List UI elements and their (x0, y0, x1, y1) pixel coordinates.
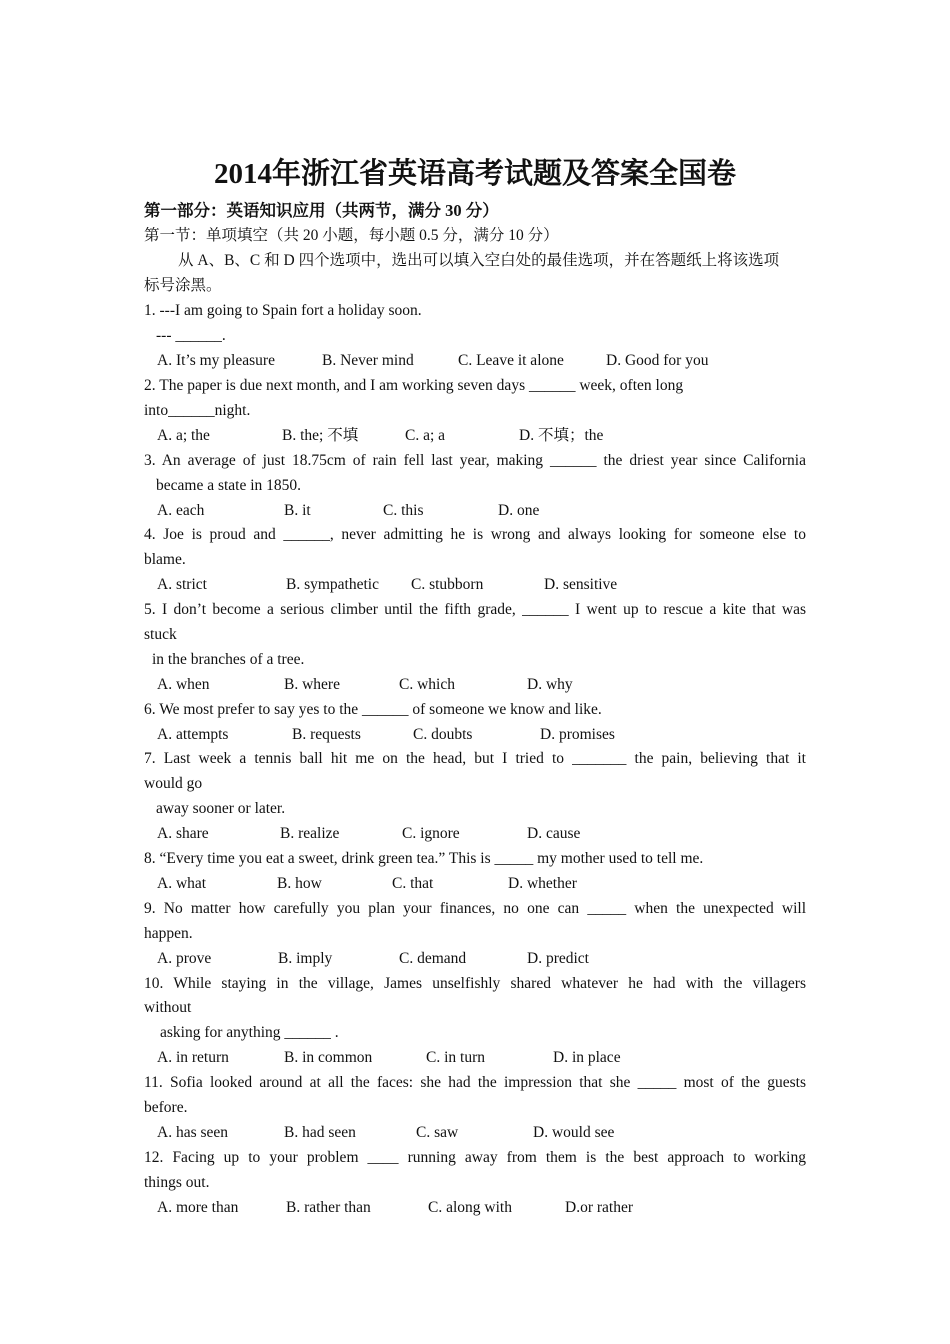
question-3-option-d: D. one (498, 502, 540, 519)
question-5-option-a: A. when (157, 676, 210, 693)
question-9-option-c: C. demand (399, 950, 467, 967)
question-11-stem: 11. Sofia looked around at all the faces: she had the impression that she _____ most of the guests (144, 1074, 806, 1091)
instruction-line-2: 标号涂黑。 (144, 277, 222, 294)
question-5-option-d: D. why (527, 676, 573, 693)
question-8-option-b: B. how (277, 875, 322, 892)
question-12-option-b: B. rather than (286, 1199, 371, 1216)
question-1-stem: 1. ---I am going to Spain fort a holiday soon. (144, 302, 422, 319)
question-5-stem-cont: stuck (144, 626, 177, 643)
question-3-stem: 3. An average of just 18.75cm of rain fell last year, making ______ the driest year since California (144, 452, 806, 469)
question-7-stem: 7. Last week a tennis ball hit me on the head, but I tried to _______ the pain, believing that it (144, 750, 806, 767)
question-10-stem-cont: without (144, 999, 192, 1016)
question-8-option-a: A. what (157, 875, 207, 892)
question-4-stem: 4. Joe is proud and ______, never admitting he is wrong and always looking for someone else to (144, 526, 806, 543)
question-6-option-b: B. requests (292, 726, 361, 743)
question-4-option-d: D. sensitive (544, 576, 618, 593)
question-2-option-a: A. a; the (157, 427, 210, 444)
question-2-stem: 2. The paper is due next month, and I am working seven days ______ week, often long (144, 377, 684, 394)
question-7-stem-cont: would go (144, 775, 203, 792)
question-2-option-d: D. 不填；the (519, 427, 604, 444)
question-4-option-a: A. strict (157, 576, 207, 593)
document-title: 2014年浙江省英语高考试题及答案全国卷 (213, 158, 736, 190)
question-1-stem-cont: --- ______. (156, 327, 226, 344)
question-10-option-b: B. in common (284, 1049, 373, 1066)
question-9-option-a: A. prove (157, 950, 212, 967)
section-heading: 第一节：单项填空（共 20 小题，每小题 0.5 分，满分 10 分） (144, 227, 559, 244)
question-3-option-c: C. this (383, 502, 424, 519)
question-5-stem: 5. I don’t become a serious climber until the fifth grade, ______ I went up to rescue a kite that was (144, 601, 806, 618)
question-9-stem-cont: happen. (144, 925, 193, 942)
question-10-stem-cont-2: asking for anything ______ . (160, 1024, 339, 1041)
question-8-stem: 8. “Every time you eat a sweet, drink green tea.” This is _____ my mother used to tell me. (144, 850, 704, 867)
question-8-option-d: D. whether (508, 875, 577, 892)
question-3-stem-cont: became a state in 1850. (156, 477, 302, 494)
question-7-option-b: B. realize (280, 825, 340, 842)
question-9-option-d: D. predict (527, 950, 589, 967)
question-1-option-b: B. Never mind (322, 352, 414, 369)
question-5-option-c: C. which (399, 676, 455, 693)
question-10-option-a: A. in return (157, 1049, 229, 1066)
question-6-option-a: A. attempts (157, 726, 229, 743)
question-9-option-b: B. imply (278, 950, 333, 967)
question-8-option-c: C. that (392, 875, 434, 892)
question-12-stem-cont: things out. (144, 1174, 210, 1191)
question-7-option-c: C. ignore (402, 825, 460, 842)
question-1-option-c: C. Leave it alone (458, 352, 564, 369)
question-7-stem-cont-2: away sooner or later. (156, 800, 286, 817)
question-9-stem: 9. No matter how carefully you plan your finances, no one can _____ when the unexpected will (144, 900, 806, 917)
question-6-stem: 6. We most prefer to say yes to the ______ of someone we know and like. (144, 701, 602, 718)
question-12-option-d: D.or rather (565, 1199, 633, 1216)
question-7-option-d: D. cause (527, 825, 581, 842)
question-12-option-a: A. more than (157, 1199, 239, 1216)
question-2-option-c: C. a; a (405, 427, 446, 444)
question-3-option-a: A. each (157, 502, 205, 519)
question-11-option-d: D. would see (533, 1124, 615, 1141)
question-1-option-a: A. It’s my pleasure (157, 352, 275, 369)
question-1-option-d: D. Good for you (606, 352, 709, 369)
question-6-option-c: C. doubts (413, 726, 473, 743)
question-11-option-b: B. had seen (284, 1124, 356, 1141)
question-7-option-a: A. share (157, 825, 209, 842)
question-6-option-d: D. promises (540, 726, 615, 743)
question-12-stem: 12. Facing up to your problem ____ running away from them is the best approach to working (144, 1149, 806, 1166)
instruction-line-1: 从 A、B、C 和 D 四个选项中，选出可以填入空白处的最佳选项，并在答题纸上将该选项 (178, 252, 780, 269)
question-4-option-c: C. stubborn (411, 576, 484, 593)
question-10-option-d: D. in place (553, 1049, 621, 1066)
question-3-option-b: B. it (284, 502, 311, 519)
question-2-stem-cont: into______night. (144, 402, 251, 419)
question-4-option-b: B. sympathetic (286, 576, 379, 593)
question-2-option-b: B. the; 不填 (282, 427, 359, 444)
question-5-stem-cont-2: in the branches of a tree. (152, 651, 305, 668)
question-11-option-a: A. has seen (157, 1124, 229, 1141)
question-10-stem: 10. While staying in the village, James unselfishly shared whatever he had with the villagers (144, 975, 806, 992)
question-4-stem-cont: blame. (144, 551, 186, 568)
question-11-option-c: C. saw (416, 1124, 459, 1141)
question-12-option-c: C. along with (428, 1199, 512, 1216)
question-11-stem-cont: before. (144, 1099, 188, 1116)
question-5-option-b: B. where (284, 676, 340, 693)
part-heading: 第一部分：英语知识应用（共两节，满分 30 分） (144, 201, 499, 220)
question-10-option-c: C. in turn (426, 1049, 485, 1066)
